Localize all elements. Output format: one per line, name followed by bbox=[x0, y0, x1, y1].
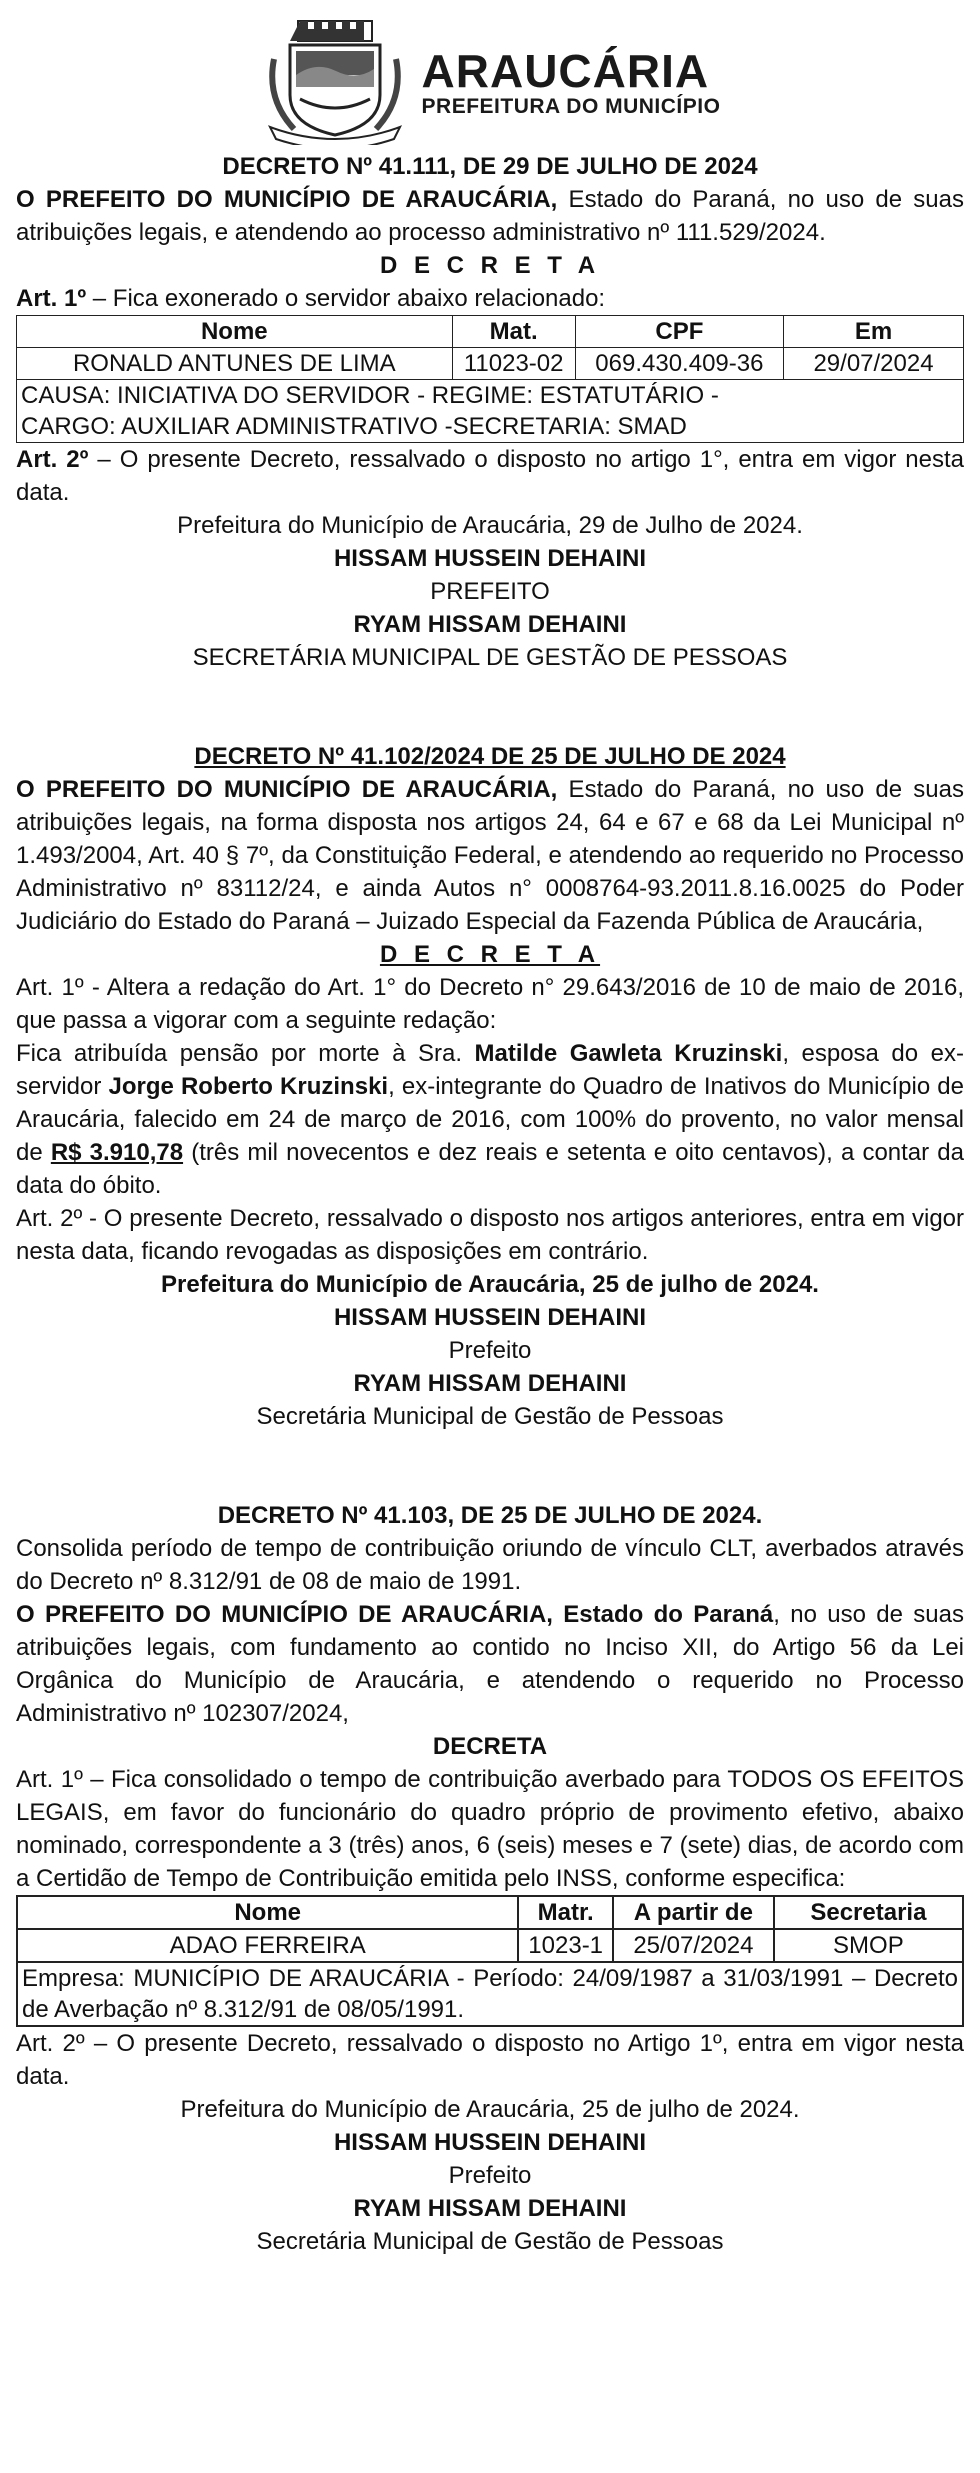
decree-title: DECRETO Nº 41.111, DE 29 DE JULHO DE 2024 bbox=[222, 153, 758, 180]
intro-bold: O PREFEITO DO MUNICÍPIO DE ARAUCÁRIA, bbox=[16, 776, 558, 803]
signatory-mayor-role: Prefeito bbox=[448, 1337, 532, 1364]
beneficiary-name: Matilde Gawleta Kruzinski bbox=[474, 1040, 783, 1067]
article-2: Art. 2º - O presente Decreto, ressalvado o disposto nos artigos anteriores, entra em vigor nesta data, ficando revogadas as disposições em contrário. bbox=[16, 1205, 964, 1265]
signatory-secretary-role: SECRETÁRIA MUNICIPAL DE GESTÃO DE PESSOAS bbox=[192, 644, 788, 671]
ex-servant-name: Jorge Roberto Kruzinski bbox=[108, 1073, 389, 1100]
signatory-secretary: RYAM HISSAM DEHAINI bbox=[353, 2195, 627, 2222]
decree-41102 bbox=[16, 740, 964, 1433]
spacer bbox=[16, 1433, 964, 1499]
decree-intro bbox=[16, 773, 964, 938]
col-header: Mat. bbox=[452, 316, 575, 348]
table-cell: 069.430.409-36 bbox=[575, 348, 783, 380]
signatory-mayor-role: PREFEITO bbox=[430, 578, 550, 605]
intro-text: , no uso de suas atribuições legais, com fundamento ao contido no Inciso XII, do Artigo 56 da Lei Orgânica do Município de Araucária, e atendendo o requerido no Processo Administrativo nº 102307/2024, bbox=[16, 1601, 964, 1727]
pension-amount: R$ 3.910,78 bbox=[50, 1139, 184, 1166]
col-header: Nome bbox=[17, 316, 453, 348]
pension-paragraph bbox=[16, 1037, 964, 1202]
text-fragment: , esposa do ex-servidor bbox=[16, 1040, 964, 1100]
spacer bbox=[16, 674, 964, 740]
decree-intro bbox=[16, 183, 964, 249]
table-cell: 29/07/2024 bbox=[784, 348, 964, 380]
signatory-secretary-role: Secretária Municipal de Gestão de Pessoas bbox=[256, 2228, 724, 2255]
signatory-mayor: HISSAM HUSSEIN DEHAINI bbox=[333, 1304, 647, 1331]
article-2: Art. 2º – O presente Decreto, ressalvado o disposto no Artigo 1º, entra em vigor nesta data. bbox=[16, 2030, 964, 2090]
decree-summary: Consolida período de tempo de contribuição oriundo de vínculo CLT, averbados através do Decreto nº 8.312/91 de 08 de maio de 1991. bbox=[16, 1535, 964, 1595]
text-fragment: , ex-integrante do Quadro de Inativos do Município de Araucária, falecido em 24 de março de 2016, com 100% do provento, no valor mensal de bbox=[16, 1073, 965, 1166]
table-row bbox=[17, 1929, 963, 1962]
intro-bold: O PREFEITO DO MUNICÍPIO DE ARAUCÁRIA, bbox=[16, 186, 558, 213]
signatory-secretary-role: Secretária Municipal de Gestão de Pessoas bbox=[256, 1403, 724, 1430]
article-1-label: Art. 1º bbox=[16, 285, 87, 312]
place-date: Prefeitura do Município de Araucária, 25 de julho de 2024. bbox=[180, 2096, 800, 2123]
table-cell: SMOP bbox=[774, 1929, 963, 1962]
article-1-text: – Fica exonerado o servidor abaixo relacionado: bbox=[86, 285, 606, 312]
decree-title: DECRETO Nº 41.102/2024 DE 25 DE JULHO DE 2024 bbox=[194, 743, 786, 770]
signatory-secretary: RYAM HISSAM DEHAINI bbox=[353, 611, 627, 638]
causa-line: CAUSA: INICIATIVA DO SERVIDOR - REGIME: ESTATUTÁRIO - bbox=[21, 382, 719, 409]
signatory-mayor-role: Prefeito bbox=[448, 2162, 532, 2189]
brand-subtitle: PREFEITURA DO MUNICÍPIO bbox=[421, 94, 721, 118]
col-header: Secretaria bbox=[774, 1896, 963, 1929]
cargo-line: CARGO: AUXILIAR ADMINISTRATIVO -SECRETARIA: SMAD bbox=[21, 413, 687, 440]
article-2-label: Art. 2º bbox=[16, 446, 89, 473]
table-row bbox=[17, 348, 964, 380]
table-note bbox=[17, 380, 964, 443]
signatory-mayor: HISSAM HUSSEIN DEHAINI bbox=[333, 2129, 647, 2156]
text-fragment: Fica atribuída pensão por morte à Sra. bbox=[16, 1040, 475, 1067]
table-cell: ADAO FERREIRA bbox=[17, 1929, 518, 1962]
signatory-mayor: HISSAM HUSSEIN DEHAINI bbox=[333, 545, 647, 572]
brand-title: ARAUCÁRIA bbox=[421, 44, 710, 97]
decreta-heading: D E C R E T A bbox=[379, 941, 601, 968]
decree-intro bbox=[16, 1598, 964, 1730]
decree-41111 bbox=[16, 150, 964, 674]
table-cell: 25/07/2024 bbox=[613, 1929, 774, 1962]
table-cell: RONALD ANTUNES DE LIMA bbox=[17, 348, 453, 380]
contribution-table bbox=[16, 1895, 964, 2027]
text-fragment: (três mil novecentos e dez reais e setenta e oito centavos), a contar da data do óbito. bbox=[16, 1139, 964, 1199]
col-header: Em bbox=[784, 316, 964, 348]
place-date: Prefeitura do Município de Araucária, 29 de Julho de 2024. bbox=[177, 512, 803, 539]
brand bbox=[421, 44, 721, 118]
place-date: Prefeitura do Município de Araucária, 25 de julho de 2024. bbox=[161, 1271, 819, 1298]
col-header: CPF bbox=[575, 316, 783, 348]
table-cell: 11023-02 bbox=[452, 348, 575, 380]
col-header: Nome bbox=[17, 1896, 518, 1929]
decreta-heading: DECRETA bbox=[432, 1733, 548, 1760]
article-1: Art. 1º – Fica consolidado o tempo de contribuição averbado para TODOS OS EFEITOS LEGAIS, em favor do funcionário do quadro próprio de provimento efetivo, abaixo nominado, correspondente a 3 (três) anos, 6 (seis) meses e 7 (sete) dias, de acordo com a Certidão de Tempo de Contribuição emitida pelo INSS, conforme especifica: bbox=[16, 1766, 964, 1892]
article-2 bbox=[16, 443, 964, 509]
intro-text: Estado do Paraná, no uso de suas atribuições legais, na forma disposta nos artigos 24, 64 e 67 e 68 da Lei Municipal nº 1.493/2004, Art. 40 § 7º, da Constituição Federal, e atendendo ao requerido no Processo Administrativo nº 83112/24, e ainda Autos n° 0008764-93.2011.8.16.0025 do Poder Judiciário do Estado do Paraná – Juizado Especial da Fazenda Pública de Araucária, bbox=[16, 776, 964, 935]
servant-table bbox=[16, 315, 964, 443]
col-header: Matr. bbox=[518, 1896, 613, 1929]
coat-of-arms-icon bbox=[260, 19, 410, 145]
intro-text: Estado do Paraná, no uso de suas atribuições legais, e atendendo ao processo administrativo nº 111.529/2024. bbox=[16, 186, 964, 246]
article-1: Art. 1º - Altera a redação do Art. 1° do Decreto n° 29.643/2016 de 10 de maio de 2016, que passa a vigorar com a seguinte redação: bbox=[16, 974, 964, 1034]
table-cell: 1023-1 bbox=[518, 1929, 613, 1962]
col-header: A partir de bbox=[613, 1896, 774, 1929]
article-2-text: – O presente Decreto, ressalvado o disposto no artigo 1°, entra em vigor nesta data. bbox=[16, 446, 964, 506]
article-1 bbox=[16, 282, 964, 315]
decree-41103 bbox=[16, 1499, 964, 2258]
table-note: Empresa: MUNICÍPIO DE ARAUCÁRIA - Período: 24/09/1987 a 31/03/1991 – Decreto de Averbação nº 8.312/91 de 08/05/1991. bbox=[17, 1962, 963, 2026]
masthead bbox=[16, 0, 964, 150]
decree-title: DECRETO Nº 41.103, DE 25 DE JULHO DE 2024. bbox=[217, 1502, 763, 1529]
decreta-heading: D E C R E T A bbox=[379, 252, 601, 279]
intro-bold: O PREFEITO DO MUNICÍPIO DE ARAUCÁRIA, Estado do Paraná bbox=[16, 1601, 774, 1628]
signatory-secretary: RYAM HISSAM DEHAINI bbox=[353, 1370, 627, 1397]
